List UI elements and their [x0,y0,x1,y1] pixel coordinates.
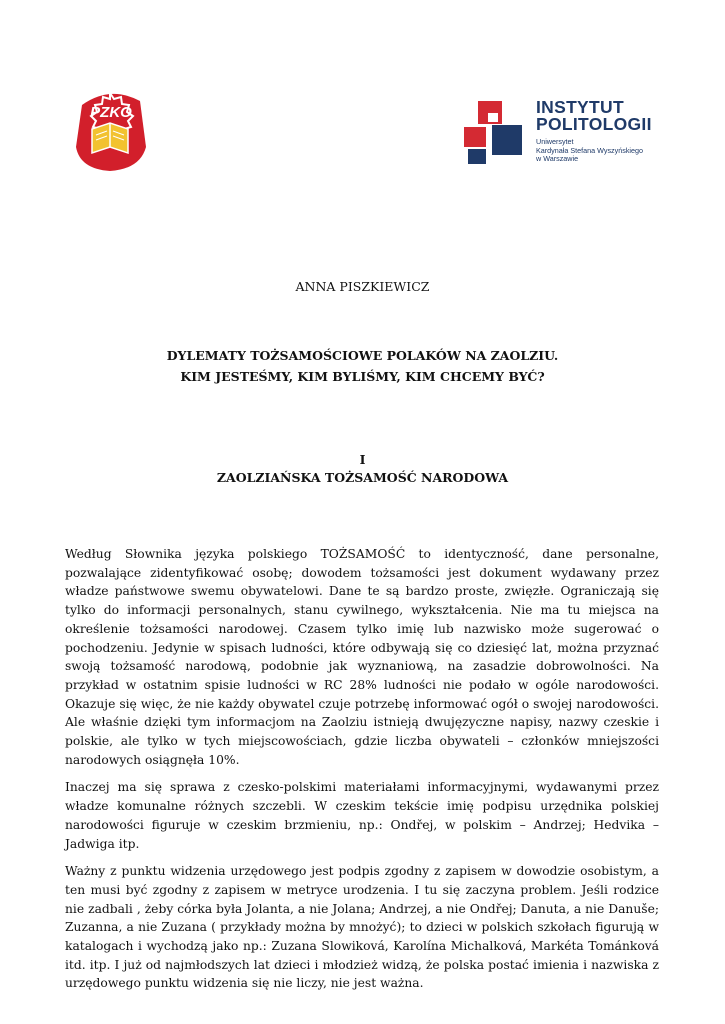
paragraph: Według Słownika języka polskiego TOŻSAMOŚĆ to identyczność, dane personalne, pozwalające zidentyfikować osobę; dowodem tożsamości jest dokument wydawany przez władze państwowe swemu obywatelowi. Dane te są bardzo proste, zwięzłe. Ograniczają się tylko do informacji personalnych, stanu cywilnego, wykształcenia. Nie ma tu miejsca na określenie tożsamości narodowej. Czasem tylko imię lub nazwisko może sugerować o pochodzeniu. Jedynie w spisach ludności, które odbywają się co dziesięć lat, można przyznać swoją tożsamość narodową, podobnie jak wyznaniową, na zasadzie dobrowolności. Na przykład w ostatnim spisie ludności w RC 28% ludności nie podało w ogóle narodowości. Okazuje się więc, że nie każdy obywatel czuje potrzebę informować ogół o swojej narodowości. Ale właśnie dzięki tym informacjom na Zaolziu istnieją dwujęzyczne napisy, nazwy czeskie i polskie, ale tylko w tych miejscowościach, gdzie liczba obywateli – członków mniejszości narodowych osiągnęła 10%. [65,547,659,767]
title-line-2: KIM JESTEŚMY, KIM BYLIŚMY, KIM CHCEMY BYĆ? [180,369,545,384]
institute-logo [462,99,662,167]
title-line-1: DYLEMATY TOŻSAMOŚCIOWE POLAKÓW NA ZAOLZIU. [166,348,559,363]
section-title: ZAOLZIAŃSKA TOŻSAMOŚĆ NARODOWA [216,470,509,485]
institute-squares-icon [462,99,532,167]
pzko-logo [70,87,150,173]
institute-subtitle: Uniwersytet Kardynała Stefana Wyszyńskiego w Warszawie [536,137,644,164]
pzko-logo-text: PZKO [90,104,132,121]
institute-title: INSTYTUT POLITOLOGII [536,97,652,134]
paragraph: Inaczej ma się sprawa z czesko-polskimi materiałami informacyjnymi, wydawanymi przez władze komunalne różnych szczebli. W czeskim tekście imię podpisu urzędnika polskiej narodowości figuruje w czeskim brzmieniu, np.: Ondřej, w polskim – Andrzej; Hedvika – Jadwiga itp. [65,780,659,851]
body-text [65,545,659,1002]
section-number: I [359,452,366,467]
paragraph: Ważny z punktu widzenia urzędowego jest podpis zgodny z zapisem w dowodzie osobistym, a ten musi być zgodny z zapisem w metryce urodzenia. I tu się zaczyna problem. Jeśli rodzice nie zadbali , żeby córka była Jolanta, a nie Jolana; Andrzej, a nie Ondřej; Danuta, a nie Danuše; Zuzanna, a nie Zuzana ( przykłady można by mnożyć); to dzieci w polskich szkołach figurują w katalogach i wychodzą jako np.: Zuzana Slowiková, Karolína Michalková, Markéta Tománková itd. itp. I już od najmłodszych lat dzieci i młodzież widzą, że polska postać imienia i nazwiska z urzędowego punktu widzenia się nie liczy, nie jest ważna. [65,864,659,991]
document-title [0,345,725,387]
author-name: ANNA PISZKIEWICZ [295,279,430,294]
